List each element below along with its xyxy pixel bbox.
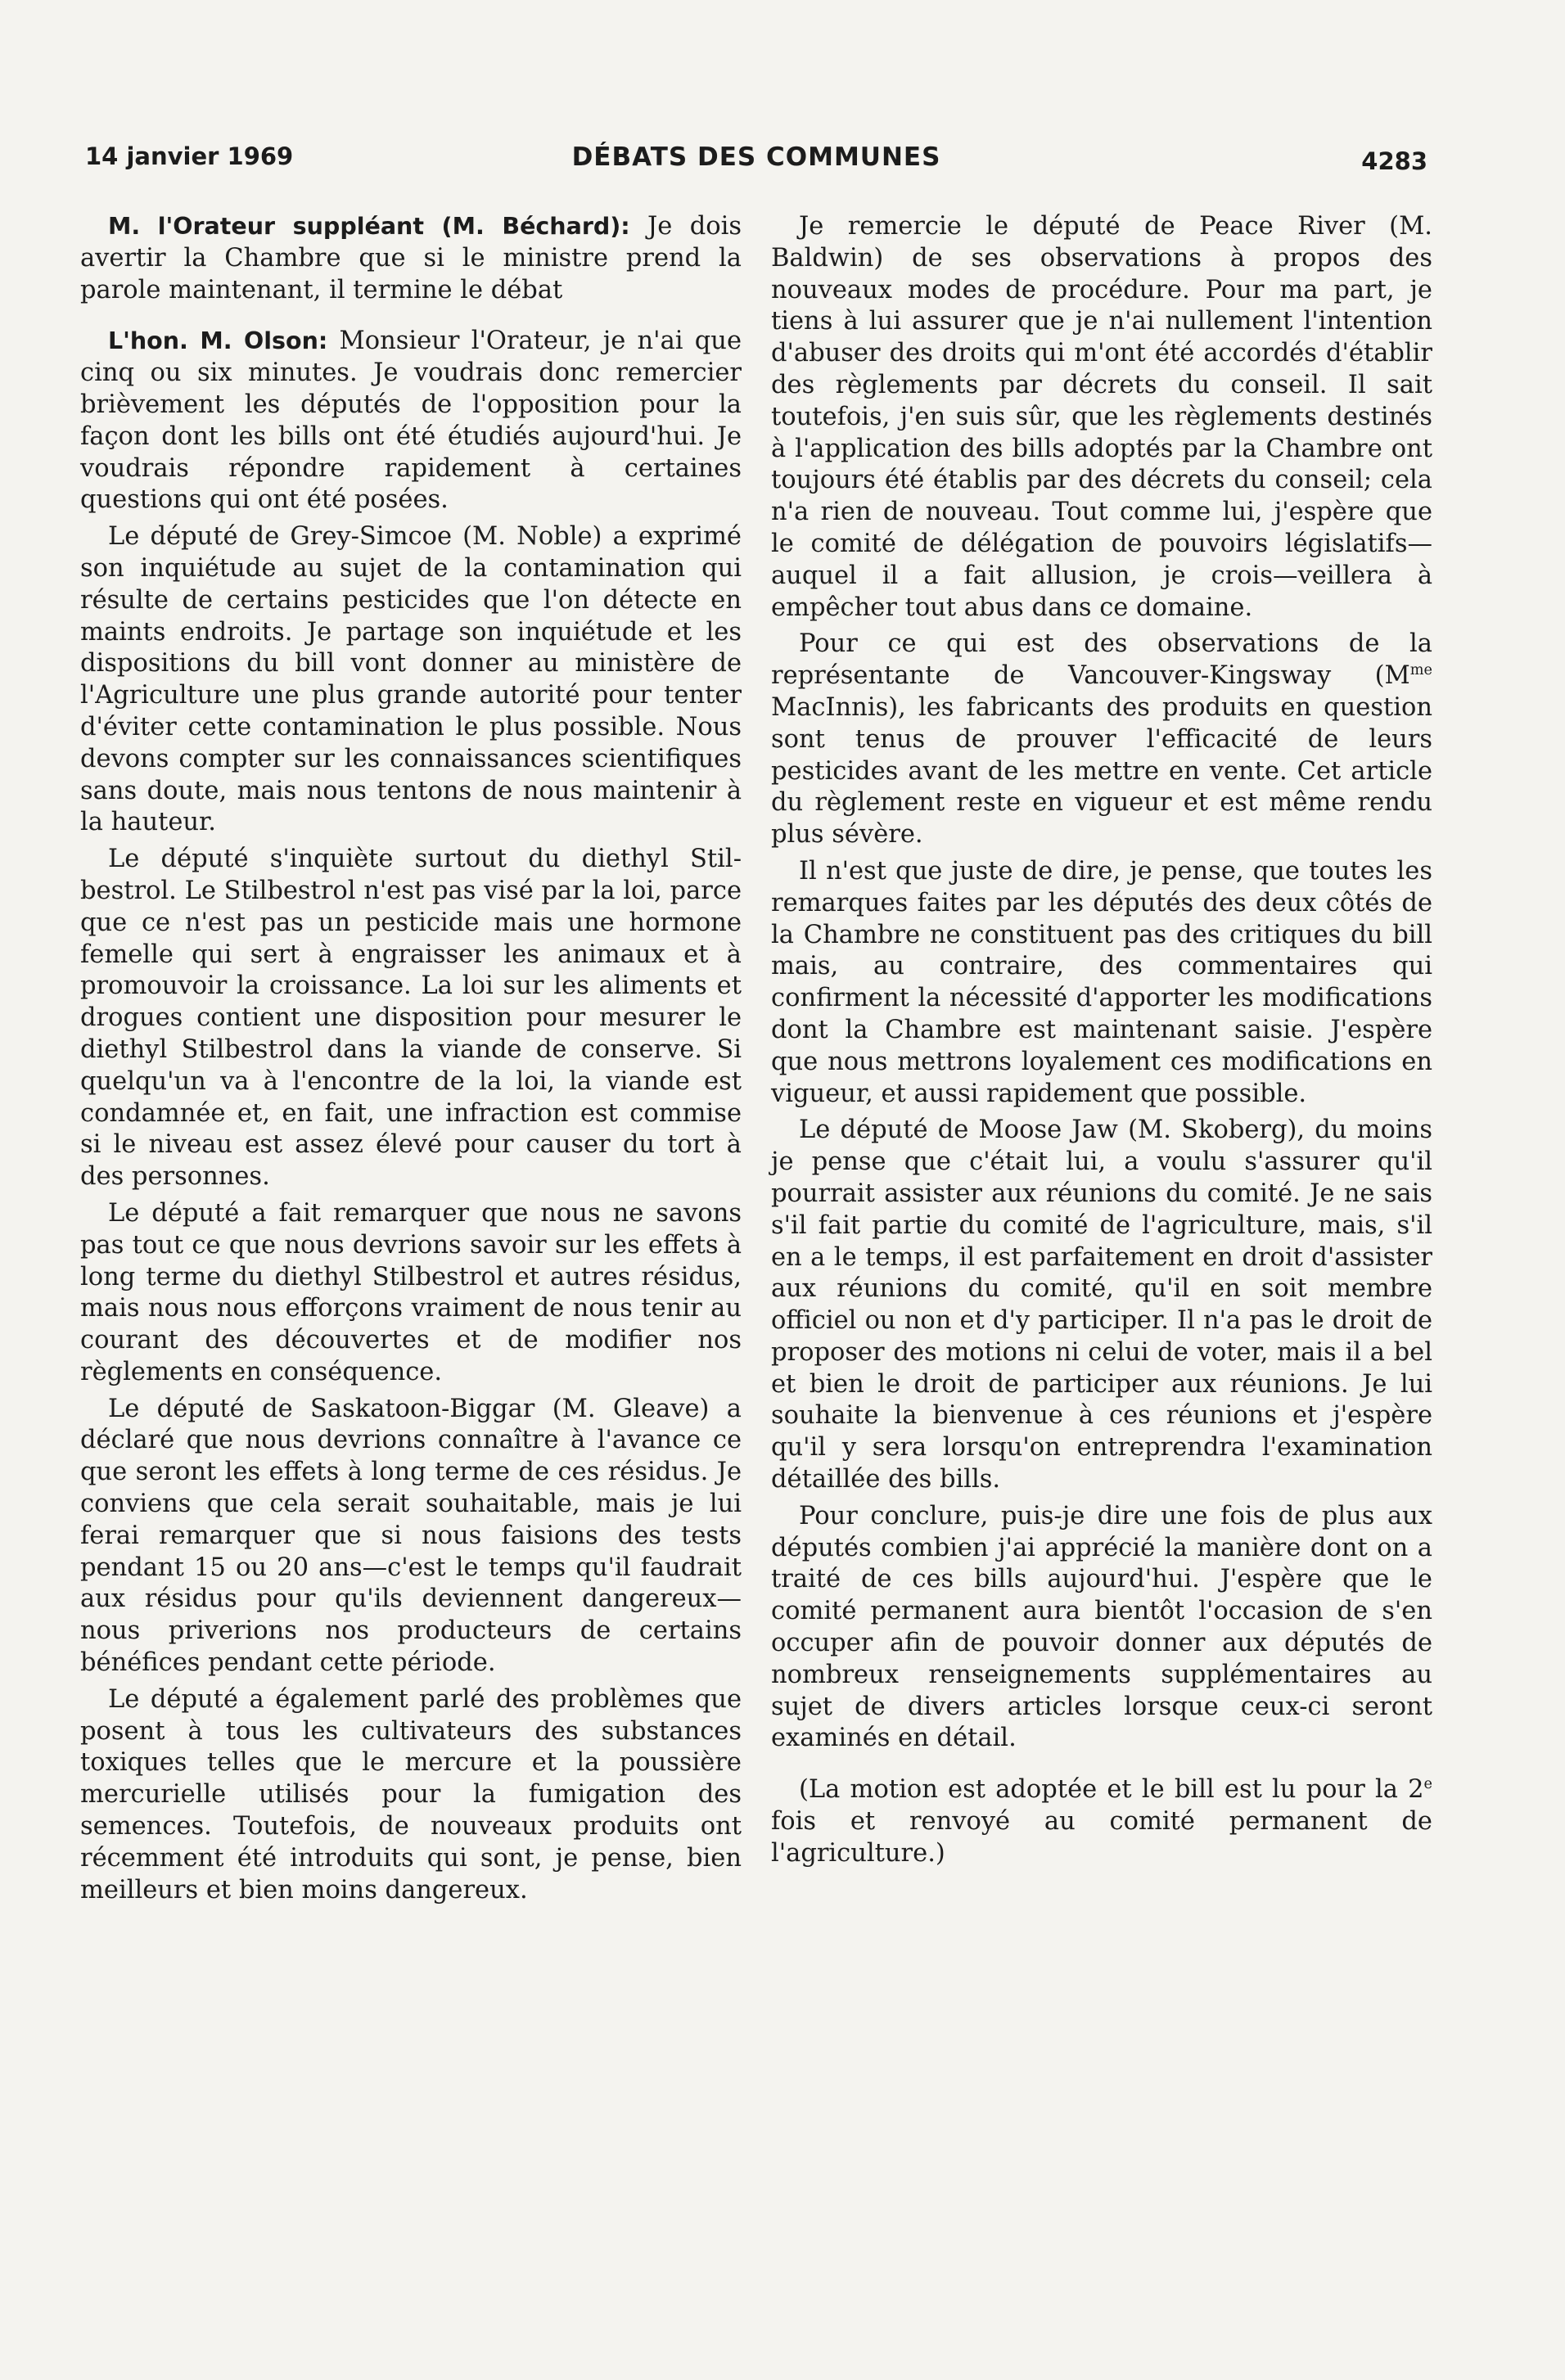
- page-number: 4283: [1361, 147, 1427, 175]
- paragraph-text: MacInnis), les fabricants des produits en question sont tenus de prouver l'efficacité de leurs pesticides avant de les mettre en vente. Cet article du règlement reste en vigueur et est même rendu plus sévère.: [771, 692, 1432, 850]
- paragraph-text: (La motion est adoptée et le bill est lu pour la 2: [799, 1775, 1424, 1805]
- paragraph: Le député a également parlé des problèmes que posent à tous les cultivateurs des substances toxiques telles que le mercure et la poussière mercurielle utilisés pour la fumigation des semences. Toutefois, de nouveaux produits ont récemment été introduits qui sont, je pense, bien meilleurs et bien moins dangereux.: [80, 1684, 742, 1904]
- paragraph: Pour conclure, puis-je dire une fois de plus aux députés combien j'ai apprécié la manière dont on a traité de ces bills aujourd'hui. J'espère que le comité permanent aura bientôt l'occasion de s'en occuper afin de pouvoir donner aux députés de nombreux renseignements supplémentaires au sujet de divers articles lorsque ceux-ci seront examinés en détail.: [771, 1501, 1432, 1753]
- superscript: e: [1423, 1776, 1432, 1793]
- header-date: 14 janvier 1969: [85, 142, 294, 170]
- page-header: [85, 142, 1427, 183]
- motion-note: [771, 1774, 1432, 1869]
- paragraph: [80, 211, 742, 306]
- paragraph: Le député a fait remarquer que nous ne savons pas tout ce que nous devrions savoir sur les effets à long terme du diethyl Stilbestrol et autres résidus, mais nous nous efforçons vraiment de nous tenir au courant des découvertes et de modifier nos règlements en conséquence.: [80, 1198, 742, 1386]
- header-title: DÉBATS DES COMMUNES: [571, 142, 941, 172]
- paragraph: Le député s'inquiète surtout du diethyl Stilbestrol. Le Stilbestrol n'est pas visé par la loi, parce que ce n'est pas un pesticide mais une hormone femelle qui sert à engraisser les animaux et à promouvoir la croissance. La loi sur les aliments et drogues contient une disposition pour mesurer le diethyl Stilbestrol dans la viande de conserve. Si quelqu'un va à l'encontre de la loi, la viande est condamnée et, en fait, une infraction est commise si le niveau est assez élevé pour causer du tort à des personnes.: [80, 845, 742, 1192]
- right-column: [771, 211, 1432, 1875]
- paragraph: [771, 629, 1432, 851]
- paragraph: Il n'est que juste de dire, je pense, que toutes les remarques faites par les députés des deux côtés de la Chambre ne constituent pas des critiques du bill mais, au contraire, des commentaires qui confirment la nécessité d'apporter les modifications dont la Chambre est maintenant saisie. J'espère que nous mettrons loyalement ces modifications en vigueur, et aussi rapidement que possible.: [771, 856, 1432, 1108]
- paragraph: Je remercie le député de Peace River (M. Baldwin) de ses observations à propos des nouveaux modes de procédure. Pour ma part, je tiens à lui assurer que je n'ai nullement l'intention d'abuser des droits qui m'ont été accordés d'établir des règlements par décrets du conseil. Il sait toutefois, j'en suis sûr, que les règlements destinés à l'application des bills adoptés par la Chambre ont toujours été établis par des décrets du conseil; cela n'a rien de nouveau. Tout comme lui, j'espère que le comité de délégation de pouvoirs législatifs—auquel il a fait allusion, je crois—veillera à empêcher tout abus dans ce domaine.: [771, 212, 1432, 622]
- paragraph: Le député de Grey-Simcoe (M. Noble) a exprimé son inquiétude au sujet de la contamination qui résulte de certains pesticides que l'on détecte en maints endroits. Je partage son inquiétude et les dispositions du bill vont donner au ministère de l'Agriculture une plus grande autorité pour tenter d'éviter cette contamination le plus possible. Nous devons compter sur les connaissances scientifiques sans doute, mais nous tentons de nous maintenir à la hauteur.: [80, 522, 742, 837]
- paragraph: Le député de Moose Jaw (M. Skoberg), du moins je pense que c'était lui, a voulu s'assurer qu'il pourrait assister aux réunions du comité. Je ne sais s'il fait partie du comité de l'agriculture, mais, s'il en a le temps, il est parfaitement en droit d'assister aux réunions du comité, qu'il en soit membre officiel ou non et d'y participer. Il n'a pas le droit de proposer des motions ni celui de voter, mais il a bel et bien le droit de participer aux réunions. Je lui souhaite la bienvenue à ces réunions et j'espère qu'il y sera lorsqu'on entreprendra l'examination détaillée des bills.: [771, 1116, 1432, 1494]
- superscript: me: [1409, 662, 1432, 678]
- paragraph-text: fois et renvoyé au comité permanent de l'agriculture.): [771, 1807, 1432, 1868]
- paragraph: Le député de Saskatoon-Biggar (M. Gleave) a déclaré que nous devrions connaître à l'avance ce que seront les effets à long terme de ces résidus. Je conviens que cela serait souhaitable, mais je lui ferai remarquer que si nous faisions des tests pendant 15 ou 20 ans—c'est le temps qu'il faudrait aux résidus pour qu'ils deviennent dangereux—nous priverions nos producteurs de certains bénéfices pendant cette période.: [80, 1394, 742, 1678]
- paragraph: [80, 326, 742, 516]
- speaker-name: M. l'Orateur suppléant (M. Béchard):: [108, 213, 630, 240]
- paragraph-text: Monsieur l'Orateur, je n'ai que cinq ou six minutes. Je voudrais donc remercier brièvement les députés de l'opposition pour la façon dont les bills ont été étudiés aujourd'hui. Je voudrais répondre rapidement à certaines questions qui ont été posées.: [80, 327, 742, 515]
- speaker-name: L'hon. M. Olson:: [108, 327, 328, 355]
- paragraph-text: Je dois avertir la Chambre que si le ministre prend la parole maintenant, il termine le débat: [80, 212, 742, 304]
- left-column: [80, 211, 742, 1911]
- paragraph-text: Pour ce qui est des observations de la représentante de Vancouver-Kingsway (M: [771, 629, 1432, 691]
